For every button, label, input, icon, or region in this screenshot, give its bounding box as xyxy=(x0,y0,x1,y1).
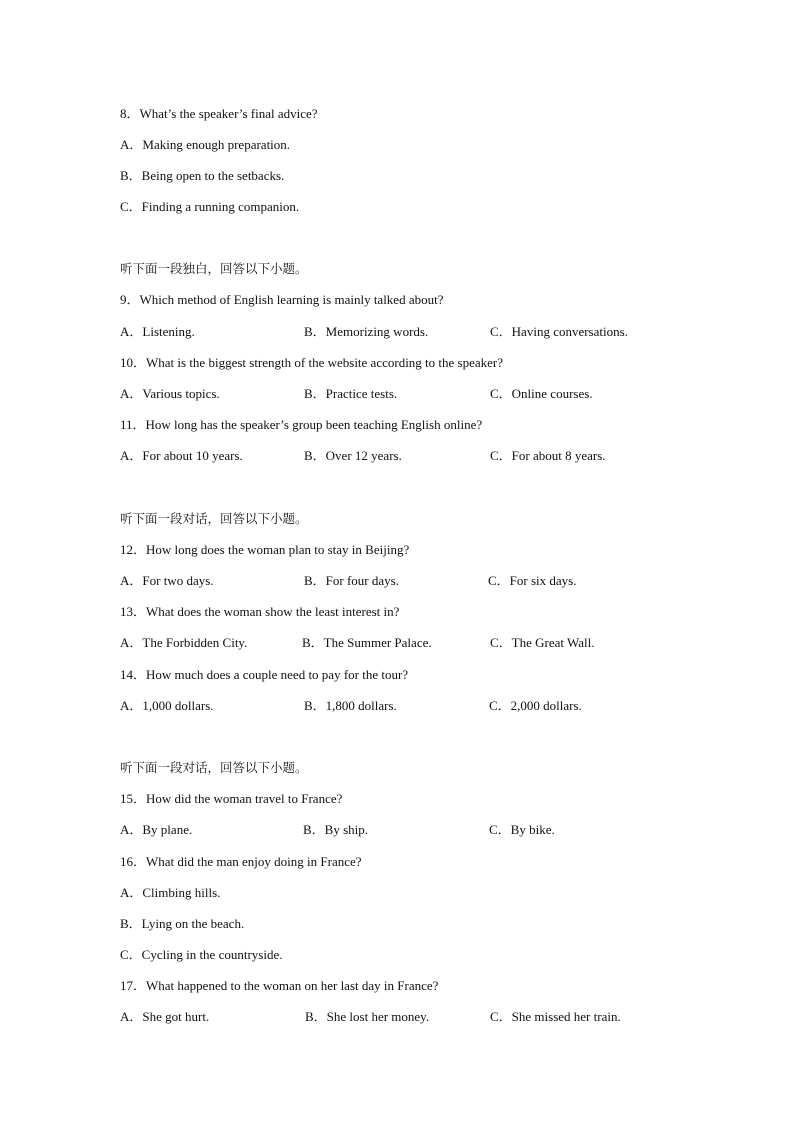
question-15-option-b: B．By ship. xyxy=(303,822,369,837)
question-8-option-c: C．Finding a running companion. xyxy=(120,199,300,214)
question-12-option-c: C．For six days. xyxy=(488,573,577,588)
question-9-option-a: A．Listening. xyxy=(120,324,195,339)
question-16-option-c: C．Cycling in the countryside. xyxy=(120,947,283,962)
question-10-option-c: C．Online courses. xyxy=(490,386,593,401)
question-12-option-a: A．For two days. xyxy=(120,573,214,588)
question-11-stem: 11．How long has the speaker’s group been teaching English online? xyxy=(120,417,483,432)
question-10-stem: 10．What is the biggest strength of the website according to the speaker? xyxy=(120,355,504,370)
question-17-option-b: B．She lost her money. xyxy=(305,1009,430,1024)
question-11-option-a: A．For about 10 years. xyxy=(120,448,243,463)
question-15-stem: 15．How did the woman travel to France? xyxy=(120,791,343,806)
question-14-option-a: A．1,000 dollars. xyxy=(120,698,214,713)
question-16-option-a: A．Climbing hills. xyxy=(120,885,221,900)
question-11-option-b: B．Over 12 years. xyxy=(304,448,402,463)
question-12-stem: 12．How long does the woman plan to stay in Beijing? xyxy=(120,542,410,557)
question-9-stem: 9．Which method of English learning is mainly talked about? xyxy=(120,292,444,307)
question-15-option-c: C．By bike. xyxy=(489,822,555,837)
section-heading-dialogue-1: 听下面一段对话，回答以下小题。 xyxy=(120,511,308,526)
question-17-option-a: A．She got hurt. xyxy=(120,1009,210,1024)
question-8-option-b: B．Being open to the setbacks. xyxy=(120,168,285,183)
section-heading-monologue: 听下面一段独白，回答以下小题。 xyxy=(120,261,308,276)
question-17-option-c: C．She missed her train. xyxy=(490,1009,621,1024)
question-16-stem: 16．What did the man enjoy doing in France? xyxy=(120,854,362,869)
question-13-option-a: A．The Forbidden City. xyxy=(120,635,248,650)
question-13-stem: 13．What does the woman show the least interest in? xyxy=(120,604,400,619)
question-8-option-a: A．Making enough preparation. xyxy=(120,137,291,152)
question-10-option-b: B．Practice tests. xyxy=(304,386,398,401)
question-11-option-c: C．For about 8 years. xyxy=(490,448,606,463)
question-17-stem: 17．What happened to the woman on her last day in France? xyxy=(120,978,439,993)
question-14-stem: 14．How much does a couple need to pay for the tour? xyxy=(120,667,409,682)
question-9-option-b: B．Memorizing words. xyxy=(304,324,429,339)
question-12-option-b: B．For four days. xyxy=(304,573,399,588)
question-15-option-a: A．By plane. xyxy=(120,822,193,837)
question-13-option-b: B．The Summer Palace. xyxy=(302,635,432,650)
question-13-option-c: C．The Great Wall. xyxy=(490,635,595,650)
question-8-stem: 8．What’s the speaker’s final advice? xyxy=(120,106,318,121)
question-9-option-c: C．Having conversations. xyxy=(490,324,628,339)
question-14-option-c: C．2,000 dollars. xyxy=(489,698,582,713)
question-14-option-b: B．1,800 dollars. xyxy=(304,698,397,713)
question-16-option-b: B．Lying on the beach. xyxy=(120,916,245,931)
section-heading-dialogue-2: 听下面一段对话，回答以下小题。 xyxy=(120,760,308,775)
question-10-option-a: A．Various topics. xyxy=(120,386,220,401)
